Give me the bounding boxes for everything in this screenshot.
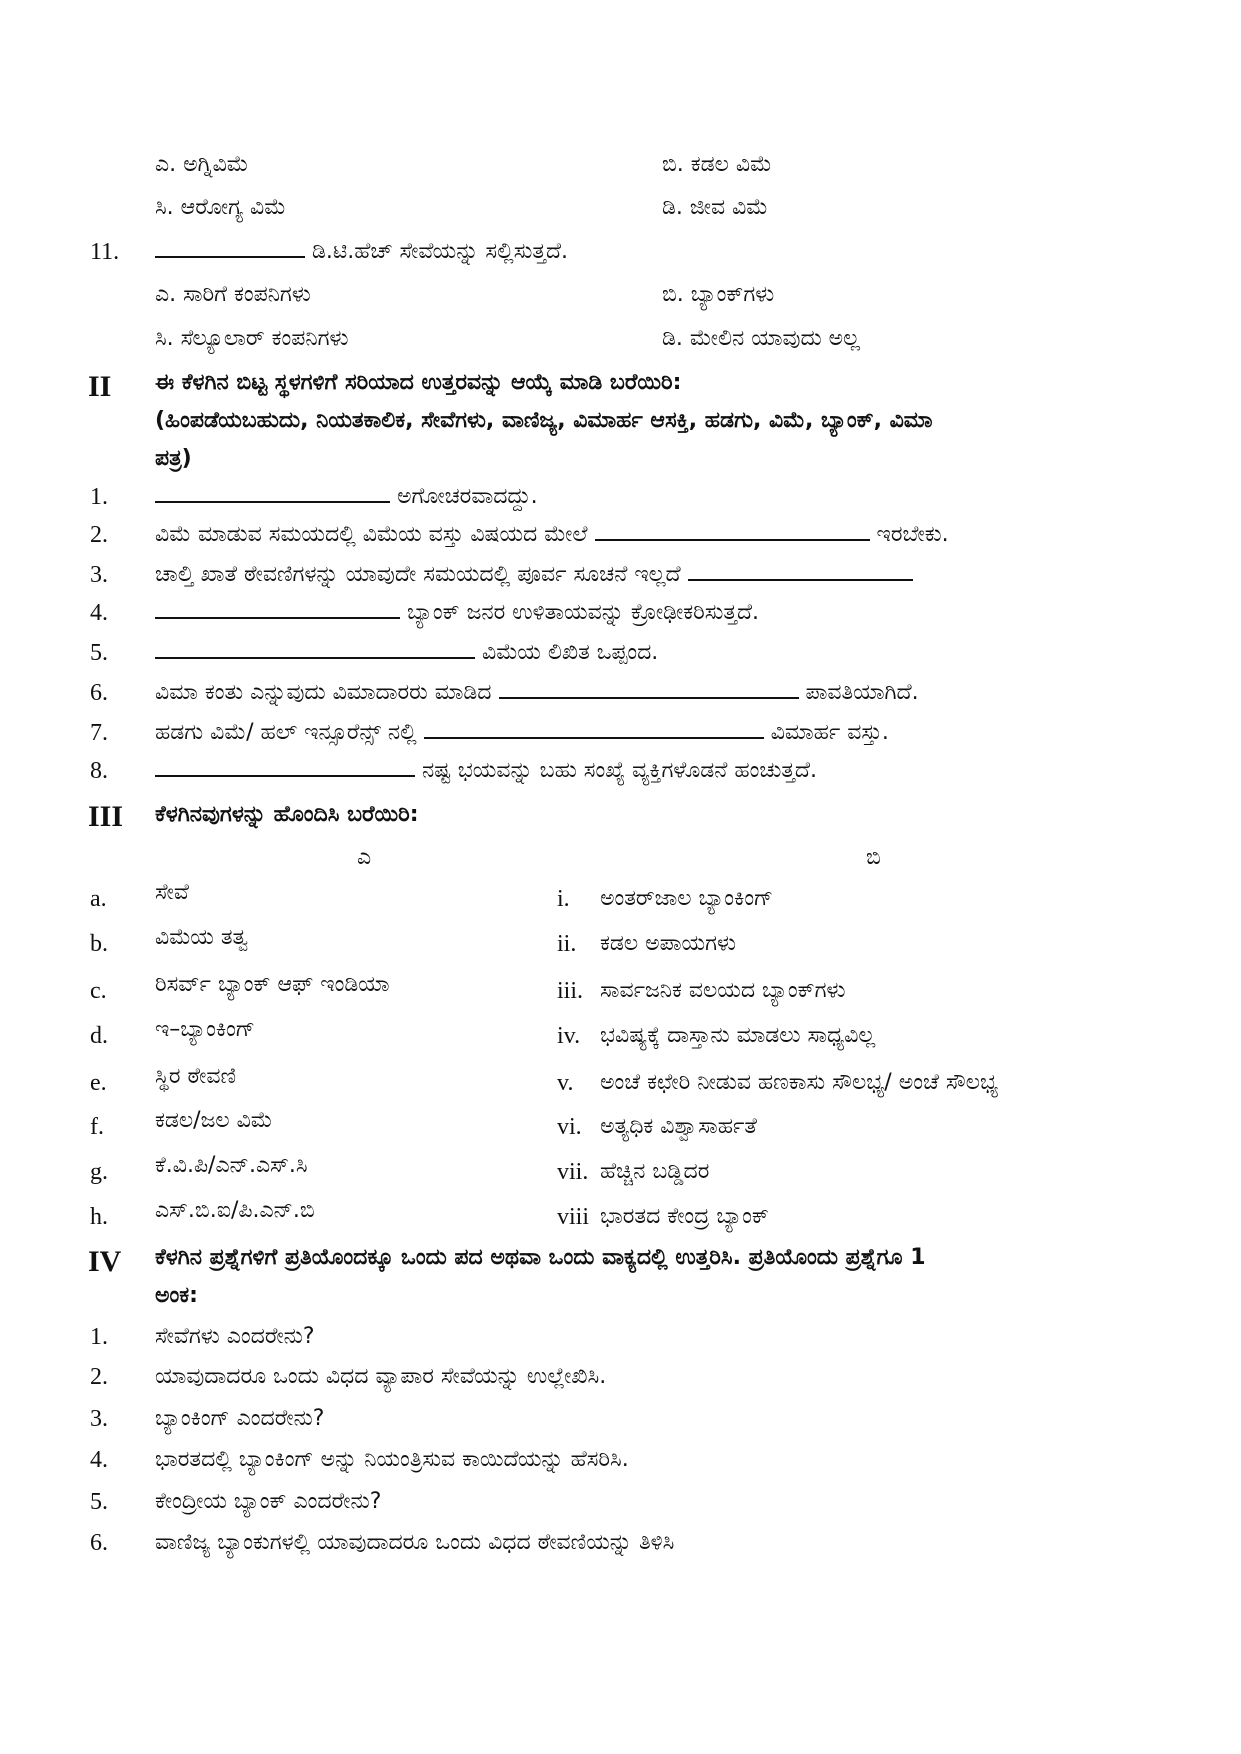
s2-item-number: 6.	[90, 680, 108, 706]
s2-item-3	[155, 560, 913, 590]
s2-item-text: ಚಾಲ್ತಿ ಖಾತೆ ಠೇವಣಿಗಳನ್ನು ಯಾವುದೇ ಸಮಯದಲ್ಲಿ ಪೂರ್ವ ಸೂಚನೆ ಇಲ್ಲದೆ	[155, 562, 681, 587]
match-row-roman: vii.	[557, 1159, 589, 1185]
q11-question	[155, 237, 568, 267]
s4-question-text: ಸೇವೆಗಳು ಎಂದರೇನು?	[155, 1324, 315, 1349]
section-4-numeral: IV	[88, 1245, 122, 1278]
s4-question-text: ಕೇಂದ್ರೀಯ ಬ್ಯಾಂಕ್ ಎಂದರೇನು?	[155, 1489, 382, 1514]
q10-option-b: ಬಿ. ಕಡಲ ವಿಮೆ	[662, 152, 772, 177]
s2-item-number: 1.	[90, 484, 108, 510]
s4-question-text: ಬ್ಯಾಂಕಿಂಗ್ ಎಂದರೇನು?	[155, 1406, 325, 1431]
q11-number: 11.	[90, 239, 120, 265]
match-right-item: ಅಂತರ್‌ಜಾಲ ಬ್ಯಾಂಕಿಂಗ್	[600, 886, 774, 911]
s2-item-text: ವಿಮೆ ಮಾಡುವ ಸಮಯದಲ್ಲಿ ವಿಮೆಯ ವಸ್ತು ವಿಷಯದ ಮೇಲೆ	[155, 522, 588, 547]
q11-option-d: ಡಿ. ಮೇಲಿನ ಯಾವುದು ಅಲ್ಲ	[662, 326, 861, 351]
match-row-roman: iv.	[557, 1023, 581, 1049]
match-row-roman: viii	[557, 1204, 590, 1230]
section-3-numeral: III	[88, 800, 124, 833]
s2-item-number: 5.	[90, 640, 108, 666]
s2-item-6	[155, 678, 919, 708]
match-row-letter: d.	[90, 1023, 108, 1049]
answer-blank[interactable]	[155, 639, 475, 659]
answer-blank[interactable]	[424, 719, 764, 739]
s2-item-text: ವಿಮಾರ್ಹ ವಸ್ತು.	[770, 720, 889, 745]
match-row-letter: c.	[90, 978, 107, 1004]
s2-item-4	[155, 598, 759, 628]
s2-item-text: ವಿಮಾ ಕಂತು ಎನ್ನುವುದು ವಿಮಾದಾರರು ಮಾಡಿದ	[155, 680, 492, 705]
match-row-letter: h.	[90, 1204, 108, 1230]
s2-item-text: ನಷ್ಟ ಭಯವನ್ನು ಬಹು ಸಂಖ್ಯೆ ವ್ಯಕ್ತಿಗಳೊಡನೆ ಹಂಚುತ್ತದೆ.	[422, 758, 817, 783]
match-left-item: ರಿಸರ್ವ್ ಬ್ಯಾಂಕ್ ಆಫ್ ಇಂಡಿಯಾ	[155, 972, 390, 997]
match-left-item: ವಿಮೆಯ ತತ್ವ	[155, 925, 249, 950]
s2-item-text: ವಿಮೆಯ ಲಿಖಿತ ಒಪ್ಪಂದ.	[482, 640, 659, 665]
match-row-letter: g.	[90, 1159, 108, 1185]
match-right-item: ಅತ್ಯಧಿಕ ವಿಶ್ವಾಸಾರ್ಹತೆ	[600, 1114, 757, 1139]
q11-option-c: ಸಿ. ಸೆಲ್ಯೂಲಾರ್ ಕಂಪನಿಗಳು	[155, 326, 349, 351]
match-right-item: ಭವಿಷ್ಯಕ್ಕೆ ದಾಸ್ತಾನು ಮಾಡಲು ಸಾಧ್ಯವಿಲ್ಲ	[600, 1023, 876, 1048]
section-4-heading: ಕೆಳಗಿನ ಪ್ರಶ್ನೆಗಳಿಗೆ ಪ್ರತಿಯೊಂದಕ್ಕೂ ಒಂದು ಪದ ಅಥವಾ ಒಂದು ವಾಕ್ಯದಲ್ಲಿ ಉತ್ತರಿಸಿ. ಪ್ರತಿಯೊಂದು ಪ್ರಶ್ನೆಗೂ 1	[155, 1245, 926, 1270]
s4-question-number: 3.	[90, 1406, 108, 1432]
match-row-roman: ii.	[557, 931, 577, 957]
match-row-roman: vi.	[557, 1114, 582, 1140]
s4-question-number: 1.	[90, 1324, 108, 1350]
q10-option-a: ಎ. ಅಗ್ನಿವಿಮೆ	[155, 152, 249, 177]
q10-option-d: ಡಿ. ಜೀವ ವಿಮೆ	[662, 195, 769, 220]
match-left-item: ಎಸ್.ಬಿ.ಐ/ಪಿ.ಎನ್.ಬಿ	[155, 1198, 315, 1223]
match-left-item: ಸೇವೆ	[155, 880, 189, 905]
s2-item-text: ಪಾವತಿಯಾಗಿದೆ.	[805, 680, 919, 705]
column-a-header: ಎ	[357, 845, 372, 870]
match-row-letter: a.	[90, 886, 107, 912]
answer-blank[interactable]	[155, 483, 390, 503]
section-3-heading: ಕೆಳಗಿನವುಗಳನ್ನು ಹೊಂದಿಸಿ ಬರೆಯಿರಿ:	[155, 802, 419, 827]
s4-question-text: ಭಾರತದಲ್ಲಿ ಬ್ಯಾಂಕಿಂಗ್ ಅನ್ನು ನಿಯಂತ್ರಿಸುವ ಕಾಯಿದೆಯನ್ನು ಹೆಸರಿಸಿ.	[155, 1447, 629, 1472]
s4-question-text: ಯಾವುದಾದರೂ ಒಂದು ವಿಧದ ವ್ಯಾಪಾರ ಸೇವೆಯನ್ನು ಉಲ್ಲೇಖಿಸಿ.	[155, 1364, 607, 1389]
s2-item-5	[155, 638, 658, 668]
s4-question-number: 4.	[90, 1447, 108, 1473]
s4-question-text: ವಾಣಿಜ್ಯ ಬ್ಯಾಂಕುಗಳಲ್ಲಿ ಯಾವುದಾದರೂ ಒಂದು ವಿಧದ ಠೇವಣಿಯನ್ನು ತಿಳಿಸಿ	[155, 1530, 675, 1555]
q11-option-a: ಎ. ಸಾರಿಗೆ ಕಂಪನಿಗಳು	[155, 282, 311, 307]
section-4-heading-end: ಅಂಕ:	[155, 1283, 198, 1308]
q11-text: ಡಿ.ಟಿ.ಹೆಚ್ ಸೇವೆಯನ್ನು ಸಲ್ಲಿಸುತ್ತದೆ.	[312, 239, 569, 264]
answer-blank[interactable]	[499, 679, 799, 699]
s2-item-1	[155, 482, 538, 512]
match-left-item: ಕೆ.ವಿ.ಪಿ/ಎನ್.ಎಸ್.ಸಿ	[155, 1153, 308, 1178]
match-row-roman: i.	[557, 886, 570, 912]
s2-item-number: 7.	[90, 720, 108, 746]
s2-item-8	[155, 756, 817, 786]
section-2-word-bank-end: ಪತ್ರ)	[155, 446, 192, 471]
answer-blank[interactable]	[155, 757, 415, 777]
q11-option-b: ಬಿ. ಬ್ಯಾಂಕ್‌ಗಳು	[662, 282, 775, 307]
match-right-item: ಭಾರತದ ಕೇಂದ್ರ ಬ್ಯಾಂಕ್	[600, 1204, 769, 1229]
s2-item-2	[155, 520, 949, 550]
match-row-roman: v.	[557, 1070, 574, 1096]
match-left-item: ಸ್ಥಿರ ಠೇವಣಿ	[155, 1064, 237, 1089]
match-row-letter: b.	[90, 931, 108, 957]
match-row-roman: iii.	[557, 978, 584, 1004]
match-right-item: ಹೆಚ್ಚಿನ ಬಡ್ಡಿದರ	[600, 1159, 710, 1184]
s2-item-text: ಅಗೋಚರವಾದದ್ದು.	[397, 484, 538, 509]
answer-blank[interactable]	[688, 561, 913, 581]
column-b-header: ಬಿ	[866, 845, 881, 870]
section-2-heading: ಈ ಕೆಳಗಿನ ಬಿಟ್ಟ ಸ್ಥಳಗಳಿಗೆ ಸರಿಯಾದ ಉತ್ತರವನ್ನು ಆಯ್ಕೆ ಮಾಡಿ ಬರೆಯಿರಿ:	[155, 370, 682, 395]
s4-question-number: 2.	[90, 1364, 108, 1390]
s2-item-number: 2.	[90, 522, 108, 548]
match-row-letter: f.	[90, 1114, 104, 1140]
s2-item-text: ಇರಬೇಕು.	[876, 522, 949, 547]
s2-item-number: 8.	[90, 758, 108, 784]
answer-blank[interactable]	[155, 599, 400, 619]
match-right-item: ಅಂಚೆ ಕಛೇರಿ ನೀಡುವ ಹಣಕಾಸು ಸೌಲಭ್ಯ/ ಅಂಚೆ ಸೌಲಭ್ಯ	[600, 1070, 999, 1095]
q10-option-c: ಸಿ. ಆರೋಗ್ಯ ವಿಮೆ	[155, 195, 287, 220]
s2-item-text: ಬ್ಯಾಂಕ್ ಜನರ ಉಳಿತಾಯವನ್ನು ಕ್ರೋಢೀಕರಿಸುತ್ತದೆ.	[407, 600, 760, 625]
s2-item-text: ಹಡಗು ವಿಮೆ/ ಹಲ್ ಇನ್ಸೂರೆನ್ಸ್ ನಲ್ಲಿ	[155, 720, 417, 745]
match-row-letter: e.	[90, 1070, 107, 1096]
answer-blank[interactable]	[155, 238, 305, 258]
s4-question-number: 5.	[90, 1489, 108, 1515]
section-2-word-bank: (ಹಿಂಪಡೆಯಬಹುದು, ನಿಯತಕಾಲಿಕ, ಸೇವೆಗಳು, ವಾಣಿಜ್ಯ, ವಿಮಾರ್ಹ ಆಸಕ್ತಿ, ಹಡಗು, ವಿಮೆ, ಬ್ಯಾಂಕ್, ವಿಮಾ	[155, 408, 933, 433]
s2-item-7	[155, 718, 889, 748]
match-right-item: ಕಡಲ ಅಪಾಯಗಳು	[600, 931, 736, 956]
s2-item-number: 3.	[90, 562, 108, 588]
s4-question-number: 6.	[90, 1530, 108, 1556]
answer-blank[interactable]	[595, 521, 870, 541]
match-left-item: ಇ–ಬ್ಯಾಂಕಿಂಗ್	[155, 1017, 255, 1042]
section-2-numeral: II	[88, 370, 112, 403]
match-left-item: ಕಡಲ/ಜಲ ವಿಮೆ	[155, 1108, 273, 1133]
match-right-item: ಸಾರ್ವಜನಿಕ ವಲಯದ ಬ್ಯಾಂಕ್‌ಗಳು	[600, 978, 846, 1003]
s2-item-number: 4.	[90, 600, 108, 626]
